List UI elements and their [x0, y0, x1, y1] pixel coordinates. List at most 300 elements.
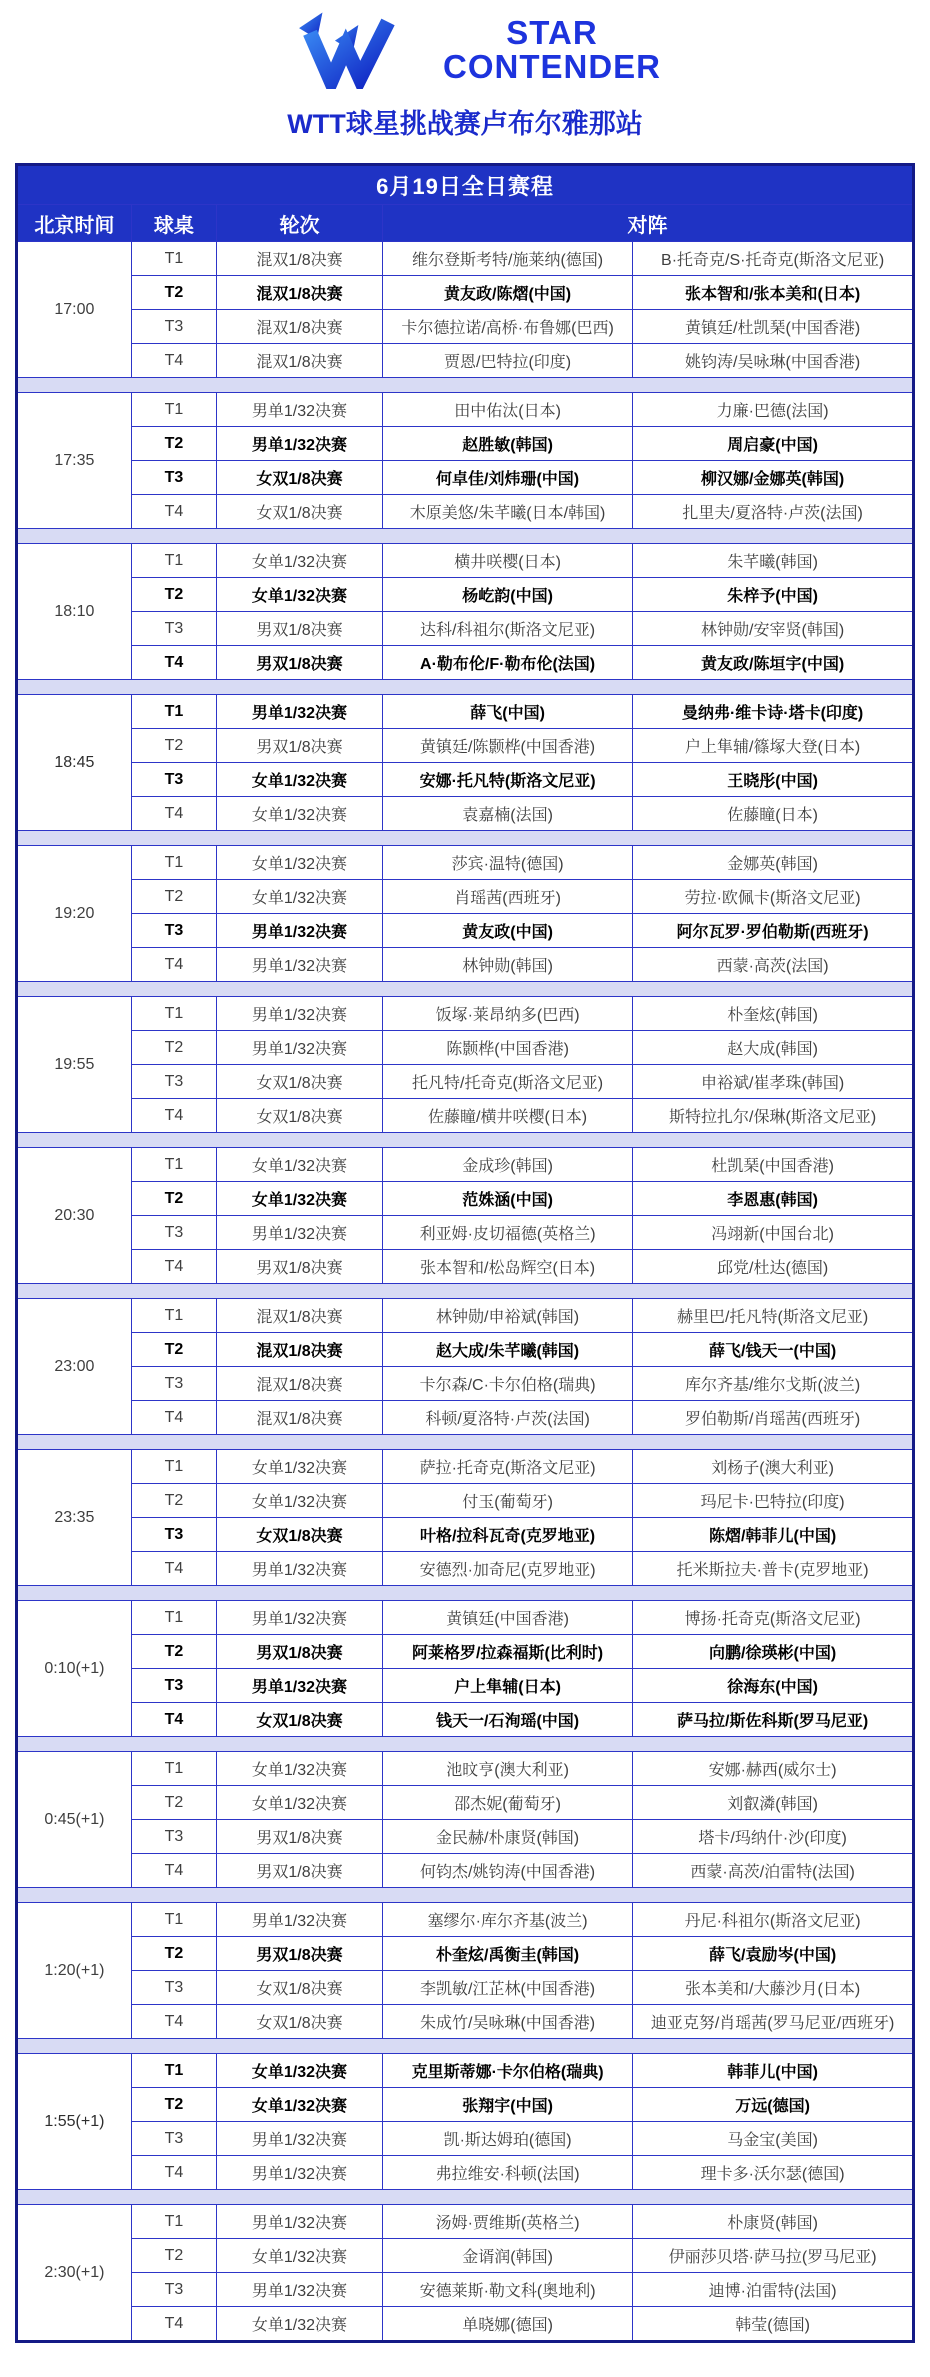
- match-row: [17, 1854, 914, 1888]
- round-label: 女单1/32决赛: [217, 1484, 383, 1518]
- matchup-right-player: 罗伯勒斯/肖瑶茜(西班牙): [633, 1401, 914, 1435]
- matchup-left-player: 安德莱斯·勒文科(奥地利): [382, 2273, 632, 2307]
- matchup-left-player: 凯·斯达姆珀(德国): [382, 2122, 632, 2156]
- table-number: T2: [131, 2088, 216, 2122]
- matchup-left-player: 张翔宇(中国): [382, 2088, 632, 2122]
- matchup-right-player: 薛飞/钱天一(中国): [633, 1333, 914, 1367]
- round-label: 男单1/32决赛: [217, 2156, 383, 2190]
- matchup-right-player: 阿尔瓦罗·罗伯勒斯(西班牙): [633, 914, 914, 948]
- round-label: 男单1/32决赛: [217, 695, 383, 729]
- block-separator-band: [17, 982, 914, 997]
- round-label: 混双1/8决赛: [217, 1401, 383, 1435]
- matchup-left-player: 贾恩/巴特拉(印度): [382, 344, 632, 378]
- table-number: T2: [131, 1937, 216, 1971]
- round-label: 女单1/32决赛: [217, 2088, 383, 2122]
- table-number: T3: [131, 1518, 216, 1552]
- matchup-right-player: 韩莹(德国): [633, 2307, 914, 2342]
- match-row: [17, 1450, 914, 1484]
- table-number: T4: [131, 646, 216, 680]
- round-label: 女单1/32决赛: [217, 544, 383, 578]
- matchup-left-player: 张本智和/松岛辉空(日本): [382, 1250, 632, 1284]
- table-number: T3: [131, 461, 216, 495]
- matchup-left-player: 叶格/拉科瓦奇(克罗地亚): [382, 1518, 632, 1552]
- round-label: 男单1/32决赛: [217, 2273, 383, 2307]
- match-row: [17, 495, 914, 529]
- match-row: [17, 612, 914, 646]
- matchup-left-player: 横井咲樱(日本): [382, 544, 632, 578]
- round-label: 男单1/32决赛: [217, 427, 383, 461]
- table-number: T1: [131, 242, 216, 276]
- matchup-right-player: 韩菲儿(中国): [633, 2054, 914, 2088]
- round-label: 男双1/8决赛: [217, 1635, 383, 1669]
- block-separator-band: [17, 529, 914, 544]
- block-separator: [17, 1888, 914, 1903]
- matchup-left-player: 卡尔德拉诺/高桥·布鲁娜(巴西): [382, 310, 632, 344]
- table-number: T2: [131, 1182, 216, 1216]
- round-label: 女单1/32决赛: [217, 2239, 383, 2273]
- round-label: 男双1/8决赛: [217, 1250, 383, 1284]
- block-separator: [17, 529, 914, 544]
- table-number: T3: [131, 2122, 216, 2156]
- round-label: 男单1/32决赛: [217, 2205, 383, 2239]
- match-row: [17, 1635, 914, 1669]
- table-number: T3: [131, 1367, 216, 1401]
- match-row: [17, 914, 914, 948]
- table-number: T2: [131, 1786, 216, 1820]
- matchup-left-player: 黄镇廷/陈颢桦(中国香港): [382, 729, 632, 763]
- matchup-right-player: 王晓彤(中国): [633, 763, 914, 797]
- round-label: 男双1/8决赛: [217, 1820, 383, 1854]
- table-number: T1: [131, 1450, 216, 1484]
- match-row: [17, 880, 914, 914]
- matchup-left-player: 薛飞(中国): [382, 695, 632, 729]
- table-number: T1: [131, 1752, 216, 1786]
- matchup-right-player: 柳汉娜/金娜英(韩国): [633, 461, 914, 495]
- round-label: 女双1/8决赛: [217, 1971, 383, 2005]
- table-number: T2: [131, 1635, 216, 1669]
- table-number: T3: [131, 914, 216, 948]
- matchup-left-player: 单晓娜(德国): [382, 2307, 632, 2342]
- table-number: T2: [131, 880, 216, 914]
- matchup-right-player: 赵大成(韩国): [633, 1031, 914, 1065]
- matchup-left-player: 金谞润(韩国): [382, 2239, 632, 2273]
- match-row: [17, 1601, 914, 1635]
- block-separator: [17, 1435, 914, 1450]
- block-separator-band: [17, 831, 914, 846]
- matchup-right-player: 朱梓予(中国): [633, 578, 914, 612]
- round-label: 女单1/32决赛: [217, 1786, 383, 1820]
- matchup-right-player: 薛飞/袁励岑(中国): [633, 1937, 914, 1971]
- match-row: [17, 242, 914, 276]
- matchup-right-player: 陈熠/韩菲儿(中国): [633, 1518, 914, 1552]
- match-row: [17, 1820, 914, 1854]
- match-row: [17, 1903, 914, 1937]
- matchup-left-player: 钱天一/石洵瑶(中国): [382, 1703, 632, 1737]
- wtt-w-arrows-icon: [269, 11, 429, 89]
- match-row: [17, 544, 914, 578]
- match-row: [17, 997, 914, 1031]
- time-cell: 20:30: [17, 1148, 132, 1284]
- table-number: T4: [131, 495, 216, 529]
- round-label: 混双1/8决赛: [217, 1333, 383, 1367]
- matchup-right-player: 迪亚克努/肖瑶茜(罗马尼亚/西班牙): [633, 2005, 914, 2039]
- matchup-right-player: 玛尼卡·巴特拉(印度): [633, 1484, 914, 1518]
- round-label: 女单1/32决赛: [217, 1752, 383, 1786]
- round-label: 男单1/32决赛: [217, 948, 383, 982]
- matchup-right-player: 徐海东(中国): [633, 1669, 914, 1703]
- block-separator-band: [17, 1284, 914, 1299]
- round-label: 混双1/8决赛: [217, 310, 383, 344]
- table-number: T4: [131, 1401, 216, 1435]
- table-banner: 6月19日全日赛程: [17, 165, 914, 205]
- round-label: 混双1/8决赛: [217, 242, 383, 276]
- match-row: [17, 1182, 914, 1216]
- match-row: [17, 2273, 914, 2307]
- matchup-left-player: 林钟勋/申裕斌(韩国): [382, 1299, 632, 1333]
- table-number: T2: [131, 1031, 216, 1065]
- table-number: T4: [131, 1854, 216, 1888]
- matchup-right-player: 杜凯琹(中国香港): [633, 1148, 914, 1182]
- round-label: 女双1/8决赛: [217, 1518, 383, 1552]
- table-number: T1: [131, 846, 216, 880]
- round-label: 男单1/32决赛: [217, 1216, 383, 1250]
- table-number: T3: [131, 1065, 216, 1099]
- round-label: 男单1/32决赛: [217, 1669, 383, 1703]
- match-row: [17, 763, 914, 797]
- round-label: 女单1/32决赛: [217, 1450, 383, 1484]
- schedule-table: [15, 163, 915, 2343]
- matchup-right-player: 塔卡/玛纳什·沙(印度): [633, 1820, 914, 1854]
- table-number: T1: [131, 2205, 216, 2239]
- table-number: T2: [131, 578, 216, 612]
- table-number: T4: [131, 2005, 216, 2039]
- matchup-left-player: 朴奎炫/禹衡圭(韩国): [382, 1937, 632, 1971]
- matchup-right-player: 劳拉·欧佩卡(斯洛文尼亚): [633, 880, 914, 914]
- table-number: T3: [131, 1669, 216, 1703]
- matchup-left-player: 莎宾·温特(德国): [382, 846, 632, 880]
- time-cell: 0:45(+1): [17, 1752, 132, 1888]
- round-label: 男双1/8决赛: [217, 1937, 383, 1971]
- block-separator: [17, 1737, 914, 1752]
- matchup-right-player: 扎里夫/夏洛特·卢茨(法国): [633, 495, 914, 529]
- match-row: [17, 1669, 914, 1703]
- block-separator-band: [17, 2190, 914, 2205]
- round-label: 男双1/8决赛: [217, 1854, 383, 1888]
- match-row: [17, 695, 914, 729]
- time-cell: 23:35: [17, 1450, 132, 1586]
- round-label: 男双1/8决赛: [217, 646, 383, 680]
- round-label: 男单1/32决赛: [217, 1031, 383, 1065]
- match-row: [17, 2088, 914, 2122]
- match-row: [17, 1401, 914, 1435]
- block-separator: [17, 1284, 914, 1299]
- round-label: 男单1/32决赛: [217, 997, 383, 1031]
- round-label: 男双1/8决赛: [217, 729, 383, 763]
- table-number: T4: [131, 344, 216, 378]
- table-number: T4: [131, 1250, 216, 1284]
- round-label: 男双1/8决赛: [217, 612, 383, 646]
- table-number: T2: [131, 427, 216, 461]
- matchup-left-player: 杨屹韵(中国): [382, 578, 632, 612]
- match-row: [17, 2005, 914, 2039]
- matchup-left-player: 木原美悠/朱芊曦(日本/韩国): [382, 495, 632, 529]
- round-label: 男单1/32决赛: [217, 1601, 383, 1635]
- round-label: 女双1/8决赛: [217, 495, 383, 529]
- round-label: 女双1/8决赛: [217, 2005, 383, 2039]
- table-number: T4: [131, 797, 216, 831]
- table-number: T3: [131, 2273, 216, 2307]
- time-cell: 18:10: [17, 544, 132, 680]
- matchup-left-player: 维尔登斯考特/施莱纳(德国): [382, 242, 632, 276]
- table-number: T3: [131, 612, 216, 646]
- matchup-left-player: 付玉(葡萄牙): [382, 1484, 632, 1518]
- matchup-right-player: 朴奎炫(韩国): [633, 997, 914, 1031]
- table-number: T4: [131, 1099, 216, 1133]
- match-row: [17, 1971, 914, 2005]
- logo-contender-text: CONTENDER: [442, 48, 661, 85]
- time-cell: 2:30(+1): [17, 2205, 132, 2342]
- matchup-left-player: 赵胜敏(韩国): [382, 427, 632, 461]
- round-label: 女单1/32决赛: [217, 797, 383, 831]
- matchup-right-player: 申裕斌/崔孝珠(韩国): [633, 1065, 914, 1099]
- matchup-left-player: 袁嘉楠(法国): [382, 797, 632, 831]
- table-number: T4: [131, 948, 216, 982]
- round-label: 混双1/8决赛: [217, 1299, 383, 1333]
- matchup-right-player: 力廉·巴德(法国): [633, 393, 914, 427]
- match-row: [17, 578, 914, 612]
- block-separator: [17, 1586, 914, 1601]
- match-row: [17, 2205, 914, 2239]
- block-separator-band: [17, 1586, 914, 1601]
- round-label: 女单1/32决赛: [217, 763, 383, 797]
- match-row: [17, 344, 914, 378]
- matchup-right-player: 黄镇廷/杜凯琹(中国香港): [633, 310, 914, 344]
- round-label: 女双1/8决赛: [217, 461, 383, 495]
- round-label: 女单1/32决赛: [217, 2307, 383, 2342]
- matchup-left-player: 池旼亨(澳大利亚): [382, 1752, 632, 1786]
- time-cell: 18:45: [17, 695, 132, 831]
- table-number: T4: [131, 2156, 216, 2190]
- matchup-left-player: 达科/科祖尔(斯洛文尼亚): [382, 612, 632, 646]
- matchup-left-player: 安娜·托凡特(斯洛文尼亚): [382, 763, 632, 797]
- matchup-right-player: 库尔齐基/维尔戈斯(波兰): [633, 1367, 914, 1401]
- col-header-time: 北京时间: [17, 205, 132, 242]
- match-row: [17, 1031, 914, 1065]
- table-number: T4: [131, 1552, 216, 1586]
- table-number: T1: [131, 1299, 216, 1333]
- matchup-right-player: 理卡多·沃尔瑟(德国): [633, 2156, 914, 2190]
- matchup-left-player: 科顿/夏洛特·卢茨(法国): [382, 1401, 632, 1435]
- table-number: T1: [131, 997, 216, 1031]
- table-number: T3: [131, 1216, 216, 1250]
- time-cell: 17:35: [17, 393, 132, 529]
- matchup-left-player: 肖瑶茜(西班牙): [382, 880, 632, 914]
- block-separator-band: [17, 1133, 914, 1148]
- page-header: [0, 0, 930, 141]
- match-row: [17, 310, 914, 344]
- matchup-left-player: 赵大成/朱芊曦(韩国): [382, 1333, 632, 1367]
- matchup-right-player: 刘叡潾(韩国): [633, 1786, 914, 1820]
- match-row: [17, 1518, 914, 1552]
- matchup-right-player: 户上隼辅/篠塚大登(日本): [633, 729, 914, 763]
- col-header-matchup: 对阵: [382, 205, 913, 242]
- matchup-right-player: 迪博·泊雷特(法国): [633, 2273, 914, 2307]
- logo-star-text: STAR: [506, 13, 598, 51]
- matchup-right-player: 西蒙·高茨(法国): [633, 948, 914, 982]
- table-number: T1: [131, 1601, 216, 1635]
- matchup-left-player: 林钟勋(韩国): [382, 948, 632, 982]
- matchup-left-player: 安德烈·加奇尼(克罗地亚): [382, 1552, 632, 1586]
- match-row: [17, 646, 914, 680]
- table-banner-row: [17, 165, 914, 205]
- match-row: [17, 1552, 914, 1586]
- matchup-right-player: 马金宝(美国): [633, 2122, 914, 2156]
- block-separator: [17, 831, 914, 846]
- matchup-left-player: 陈颢桦(中国香港): [382, 1031, 632, 1065]
- matchup-left-player: 克里斯蒂娜·卡尔伯格(瑞典): [382, 2054, 632, 2088]
- match-row: [17, 1250, 914, 1284]
- match-row: [17, 461, 914, 495]
- round-label: 女双1/8决赛: [217, 1703, 383, 1737]
- matchup-left-player: 佐藤瞳/横井咲樱(日本): [382, 1099, 632, 1133]
- matchup-right-player: 萨马拉/斯佐科斯(罗马尼亚): [633, 1703, 914, 1737]
- round-label: 男单1/32决赛: [217, 1552, 383, 1586]
- match-row: [17, 1299, 914, 1333]
- match-row: [17, 1333, 914, 1367]
- matchup-right-player: 托米斯拉夫·普卡(克罗地亚): [633, 1552, 914, 1586]
- table-number: T2: [131, 1484, 216, 1518]
- match-row: [17, 1703, 914, 1737]
- table-number: T1: [131, 2054, 216, 2088]
- match-row: [17, 1216, 914, 1250]
- matchup-left-player: 萨拉·托奇克(斯洛文尼亚): [382, 1450, 632, 1484]
- round-label: 女单1/32决赛: [217, 2054, 383, 2088]
- matchup-left-player: 何钧杰/姚钧涛(中国香港): [382, 1854, 632, 1888]
- match-row: [17, 2307, 914, 2342]
- match-row: [17, 427, 914, 461]
- matchup-right-player: 万远(德国): [633, 2088, 914, 2122]
- matchup-right-player: 朱芊曦(韩国): [633, 544, 914, 578]
- matchup-left-player: 托凡特/托奇克(斯洛文尼亚): [382, 1065, 632, 1099]
- matchup-right-player: 博扬·托奇克(斯洛文尼亚): [633, 1601, 914, 1635]
- table-number: T1: [131, 393, 216, 427]
- matchup-right-player: 邱党/杜达(德国): [633, 1250, 914, 1284]
- round-label: 男单1/32决赛: [217, 393, 383, 427]
- matchup-left-player: 卡尔森/C·卡尔伯格(瑞典): [382, 1367, 632, 1401]
- matchup-left-player: 朱成竹/吴咏琳(中国香港): [382, 2005, 632, 2039]
- matchup-right-player: 佐藤瞳(日本): [633, 797, 914, 831]
- column-header-row: [17, 205, 914, 242]
- matchup-left-player: 邵杰妮(葡萄牙): [382, 1786, 632, 1820]
- matchup-right-player: 李恩惠(韩国): [633, 1182, 914, 1216]
- match-row: [17, 1937, 914, 1971]
- matchup-left-player: 阿莱格罗/拉森福斯(比利时): [382, 1635, 632, 1669]
- table-number: T4: [131, 1703, 216, 1737]
- matchup-left-player: 范姝涵(中国): [382, 1182, 632, 1216]
- matchup-right-player: B·托奇克/S·托奇克(斯洛文尼亚): [633, 242, 914, 276]
- match-row: [17, 1786, 914, 1820]
- matchup-left-player: 利亚姆·皮切福德(英格兰): [382, 1216, 632, 1250]
- matchup-right-player: 张本美和/大藤沙月(日本): [633, 1971, 914, 2005]
- match-row: [17, 846, 914, 880]
- matchup-right-player: 向鹏/徐瑛彬(中国): [633, 1635, 914, 1669]
- matchup-left-player: 金成珍(韩国): [382, 1148, 632, 1182]
- table-number: T1: [131, 695, 216, 729]
- matchup-right-player: 西蒙·高茨/泊雷特(法国): [633, 1854, 914, 1888]
- wtt-logo: [0, 8, 930, 92]
- round-label: 女单1/32决赛: [217, 578, 383, 612]
- table-number: T3: [131, 763, 216, 797]
- matchup-left-player: 弗拉维安·科顿(法国): [382, 2156, 632, 2190]
- match-row: [17, 797, 914, 831]
- round-label: 男单1/32决赛: [217, 914, 383, 948]
- match-row: [17, 1148, 914, 1182]
- round-label: 混双1/8决赛: [217, 1367, 383, 1401]
- match-row: [17, 1484, 914, 1518]
- block-separator: [17, 2190, 914, 2205]
- matchup-right-player: 安娜·赫西(威尔士): [633, 1752, 914, 1786]
- table-number: T1: [131, 1148, 216, 1182]
- matchup-right-player: 斯特拉扎尔/保琳(斯洛文尼亚): [633, 1099, 914, 1133]
- match-row: [17, 276, 914, 310]
- matchup-left-player: 饭塚·莱昂纳多(巴西): [382, 997, 632, 1031]
- table-number: T3: [131, 1820, 216, 1854]
- time-cell: 0:10(+1): [17, 1601, 132, 1737]
- block-separator: [17, 680, 914, 695]
- round-label: 女双1/8决赛: [217, 1065, 383, 1099]
- logo-wordmark: [442, 13, 661, 85]
- match-row: [17, 729, 914, 763]
- table-number: T3: [131, 1971, 216, 2005]
- time-cell: 1:20(+1): [17, 1903, 132, 2039]
- match-row: [17, 2122, 914, 2156]
- table-number: T2: [131, 2239, 216, 2273]
- round-label: 女单1/32决赛: [217, 846, 383, 880]
- time-cell: 17:00: [17, 242, 132, 378]
- round-label: 女双1/8决赛: [217, 1099, 383, 1133]
- time-cell: 1:55(+1): [17, 2054, 132, 2190]
- matchup-left-player: 黄友政/陈熠(中国): [382, 276, 632, 310]
- table-number: T2: [131, 1333, 216, 1367]
- col-header-table: 球桌: [131, 205, 216, 242]
- block-separator: [17, 1133, 914, 1148]
- matchup-right-player: 刘杨子(澳大利亚): [633, 1450, 914, 1484]
- round-label: 混双1/8决赛: [217, 276, 383, 310]
- match-row: [17, 948, 914, 982]
- block-separator-band: [17, 2039, 914, 2054]
- match-row: [17, 1752, 914, 1786]
- match-row: [17, 1367, 914, 1401]
- matchup-left-player: 何卓佳/刘炜珊(中国): [382, 461, 632, 495]
- matchup-left-player: 李凯敏/江芷林(中国香港): [382, 1971, 632, 2005]
- table-number: T2: [131, 276, 216, 310]
- matchup-left-player: 田中佑汰(日本): [382, 393, 632, 427]
- matchup-left-player: 塞缪尔·库尔齐基(波兰): [382, 1903, 632, 1937]
- matchup-right-player: 冯翊新(中国台北): [633, 1216, 914, 1250]
- round-label: 男单1/32决赛: [217, 2122, 383, 2156]
- matchup-right-player: 朴康贤(韩国): [633, 2205, 914, 2239]
- matchup-left-player: 黄友政(中国): [382, 914, 632, 948]
- block-separator: [17, 2039, 914, 2054]
- page-title: WTT球星挑战赛卢布尔雅那站: [287, 109, 643, 139]
- matchup-right-player: 林钟勋/安宰贤(韩国): [633, 612, 914, 646]
- block-separator-band: [17, 1737, 914, 1752]
- block-separator-band: [17, 1888, 914, 1903]
- time-cell: 19:20: [17, 846, 132, 982]
- match-row: [17, 1065, 914, 1099]
- schedule-table-wrap: [15, 163, 915, 2343]
- table-number: T2: [131, 729, 216, 763]
